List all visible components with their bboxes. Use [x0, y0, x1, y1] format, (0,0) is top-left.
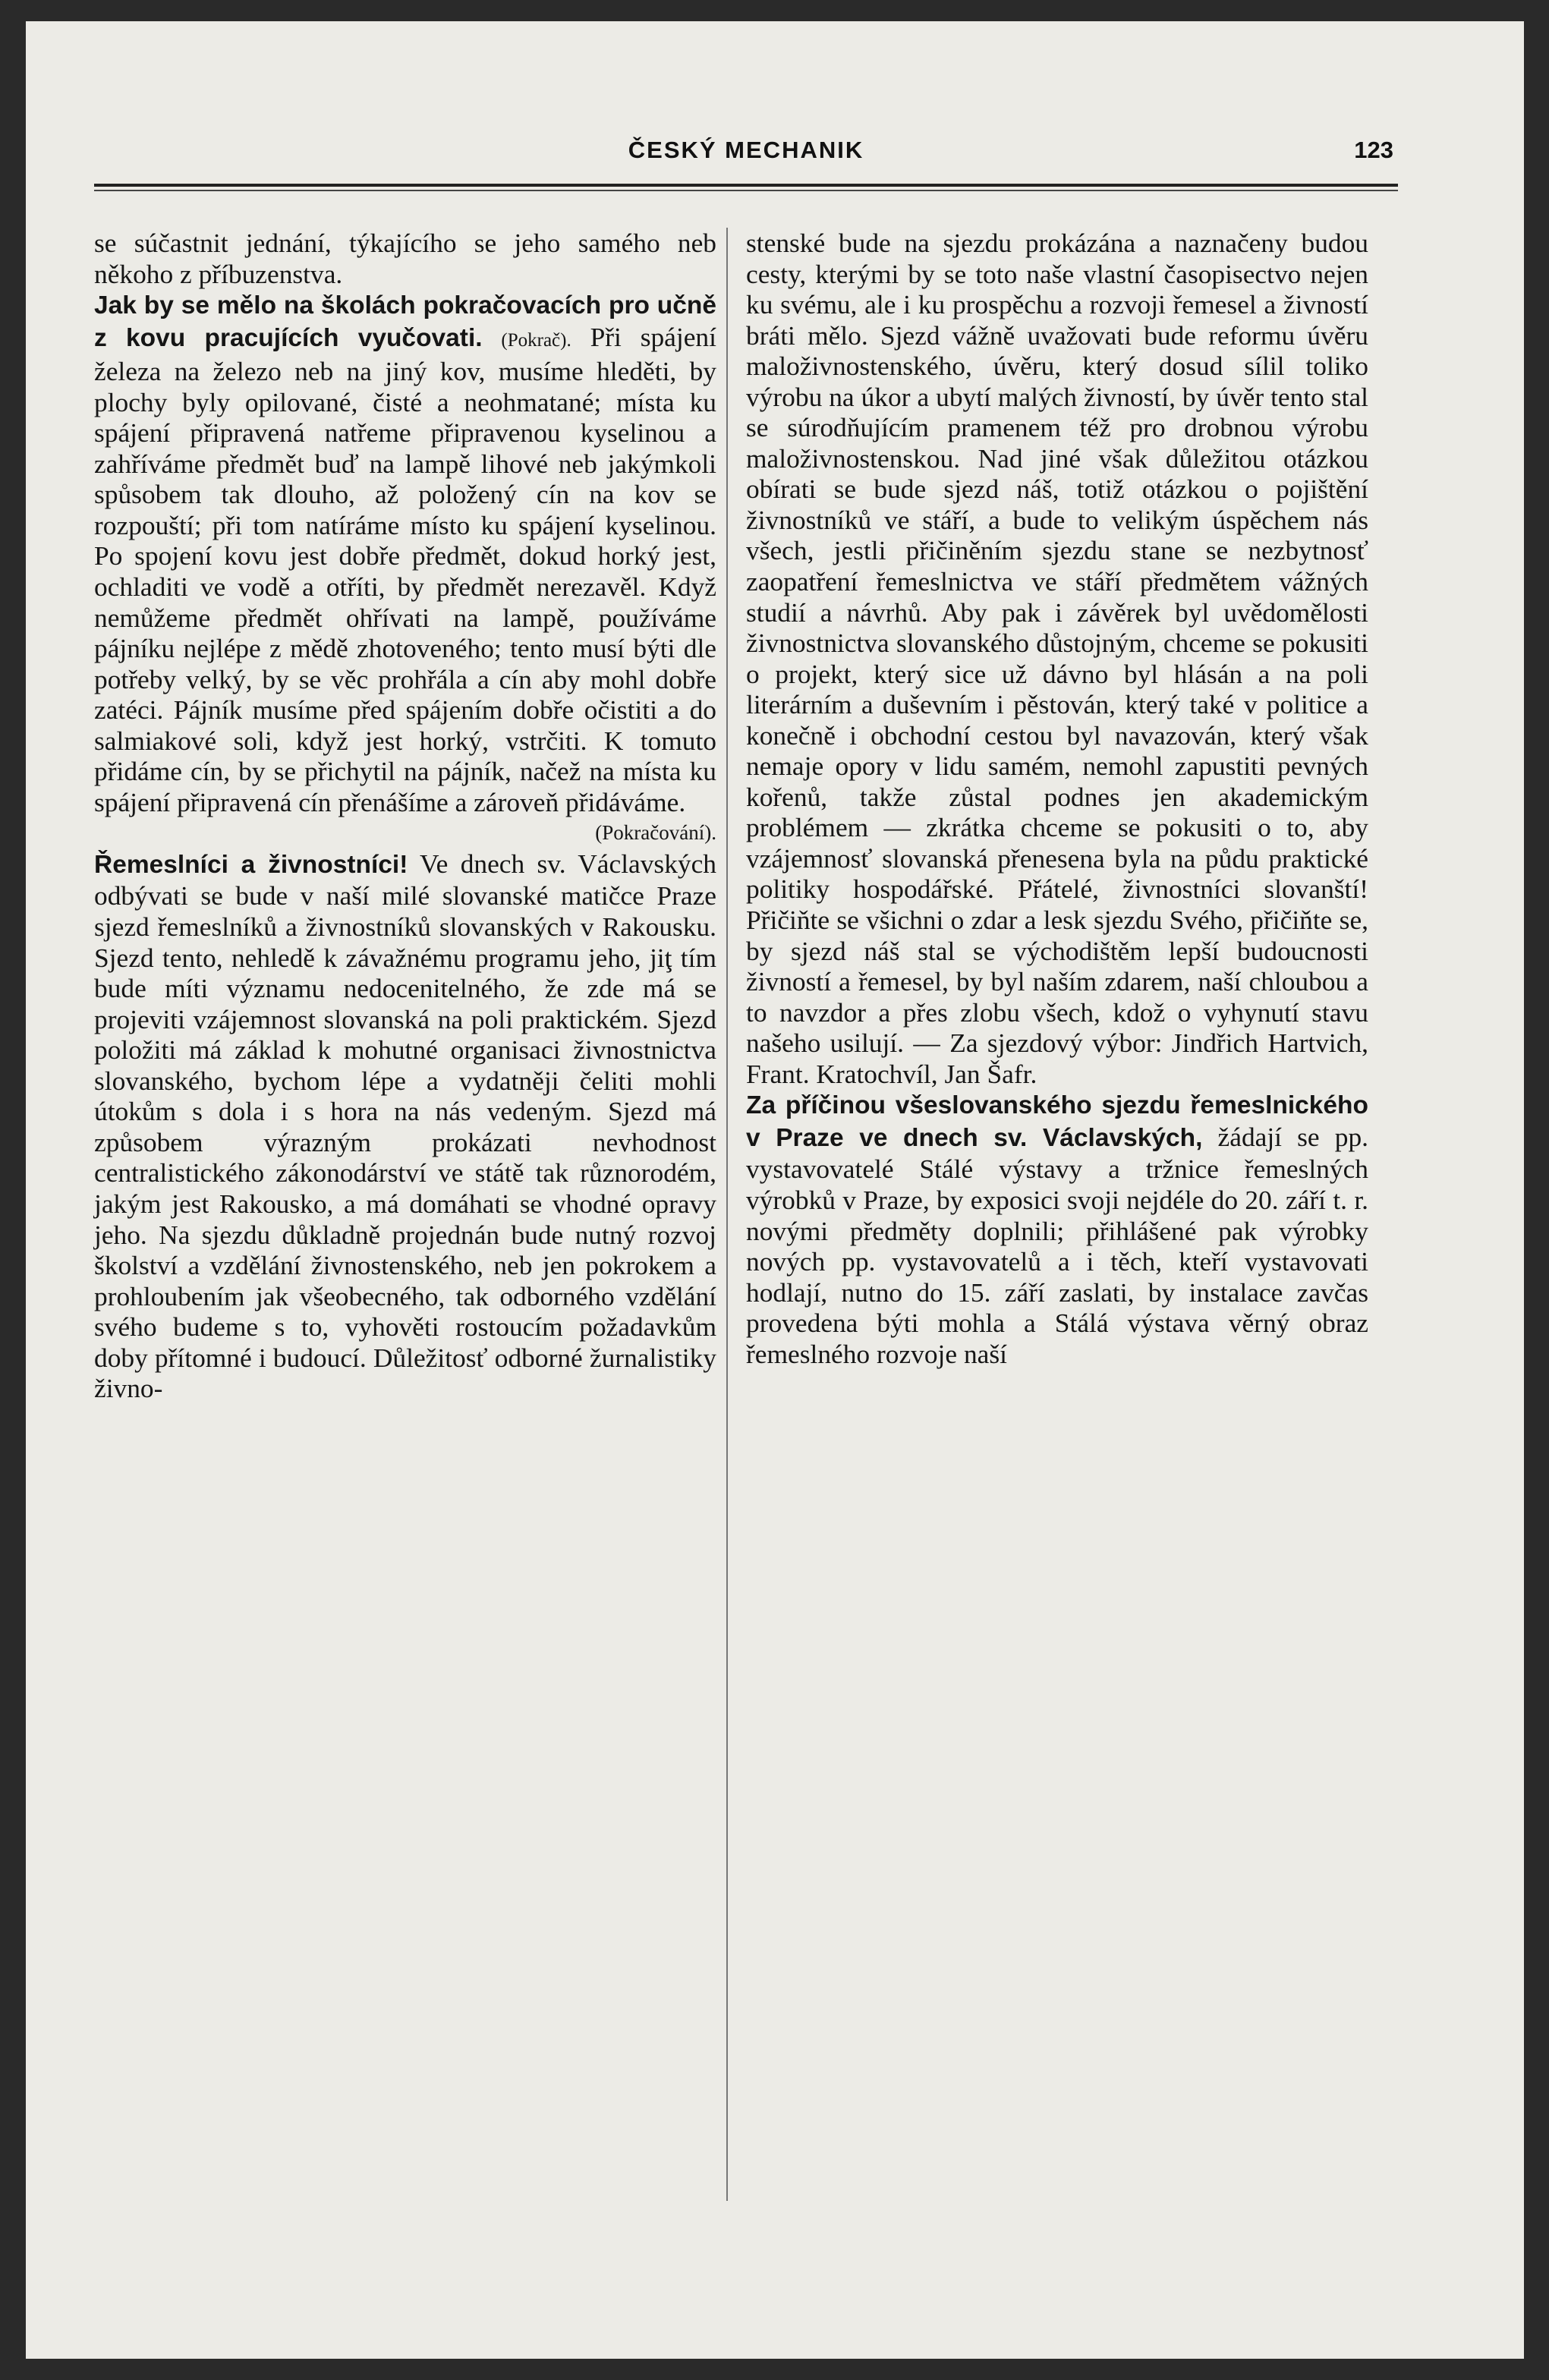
- header-rule-thin: [94, 190, 1398, 191]
- article-exhibition: [746, 1089, 1368, 1369]
- article-welding: [94, 289, 716, 848]
- intro-text: se súčastnit jednání, týkajícího se jeho samého neb někoho z příbuzenstva.: [94, 228, 716, 289]
- left-column: [94, 228, 716, 1404]
- article-welding-heading: Jak by se mělo na školách pokračovacích pro učně z kovu pracujících vyučovati.: [94, 291, 716, 352]
- article-craftsmen-continued-text: stenské bude na sjezdu prokázána a naznačeny budou cesty, kterými by se toto naše vlastní časopisectvo nejen ku svému, ale i ku prospěchu a rozvoji řemesel a živností bráti mělo. Sjezd vážně uvažovati bude reformu úvěru maloživnostenského, úvěru, který dosud sílil toliko výrobu na úkor a ubytí malých živností, by úvěr tento stal se súrodňujícím pramenem též pro drobnou výrobu maloživnostenskou. Nad jiné však důležitou otázkou obírati se bude sjezd náš, totiž otázkou o pojištění živnostníků ve stáří, a bude to velikým úspěchem nás všech, jestli přičiněním sjezdu stane se nezbytnosť zaopatření řemeslnictva ve stáří předmětem vážných studií a návrhů. Aby pak i závěrek byl uvědomělosti živnostnictva slovanského důstojným, chceme se pokusiti o projekt, který sice už dávno byl hlásán a na poli literárním a duševním i pěstován, který také v politice a konečně i obchodní cestou byl navazován, který však nemaje opory v lidu samém, nemohl zapustiti pevných kořenů, takže zůstal podnes jen akademickým problémem — zkrátka chceme se pokusiti o to, aby vzájemnosť slovanská přenesena byla na půdu praktické politiky hospodářské. Přátelé, živnostníci slovanští! Přičiňte se všichni o zdar a lesk sjezdu Svého, přičiňte se, by sjezd náš stal se východištěm lepší budoucnosti živností a řemesel, by byl naším zdarem, naší chloubou a to navzdor a přes zlobu všech, kdož o vyhynutí stavu našeho usilují. — Za sjezdový výbor: Jindřich Hartvich, Frant. Kratochvíl, Jan Šafr.: [746, 228, 1368, 1089]
- article-exhibition-text: žádají se pp. vystavovatelé Stálé výstavy a tržnice řemeslných výrobků v Praze, by exposici svoji nejdéle do 20. září t. r. novými předměty doplnili; přihlášené pak výrobky nových pp. vystavovatelů a i těch, kteří vystavovati hodlají, nutno do 15. září zaslati, by instalace zavčas provedena býti mohla a Stálá výstava věrný obraz řemeslného rozvoje naší: [746, 1121, 1368, 1369]
- left-intro-paragraph: [94, 228, 716, 289]
- article-welding-text: Při spájení železa na železo neb na jiný kov, musíme hleděti, by plochy byly opilované, čisté a neohmatané; místa ku spájení připravená natřeme připravenou kyselinou a zahříváme předmět buď na lampě lihové neb jakýmkoli spůsobem tak dlouho, až položený cín na kov se rozpouští; při tom natíráme místo ku spájení kyselinou. Po spojení kovu jest dobře předmět, dokud horký jest, ochladiti ve vodě a otříti, by předmět nerezavěl. Když nemůžeme předmět ohřívati na lampě, používáme pájníku nejlépe z mědě zhotoveného; tento musí býti dle potřeby velký, by se věc prohřála a cín aby mohl dobře zatéci. Pájník musíme před spájením dobře očistiti a do salmiakové soli, když jest horký, vstrčiti. K tomuto přidáme cín, by se přichytil na pájník, načež na místa ku spájení připravená cín přenášíme a zároveň přidáváme.: [94, 321, 716, 817]
- right-column: [746, 228, 1368, 1369]
- page-header: [94, 114, 1398, 167]
- running-title: ČESKÝ MECHANIK: [628, 137, 864, 163]
- article-welding-continuation: (Pokračování).: [595, 821, 716, 845]
- article-welding-tag: (Pokrač).: [501, 329, 571, 351]
- header-rule-thick: [94, 184, 1398, 187]
- article-craftsmen-heading: Řemeslníci a živnostníci!: [94, 850, 408, 879]
- page-number: 123: [1354, 137, 1393, 163]
- article-craftsmen-continued: [746, 228, 1368, 1089]
- article-craftsmen-text: Ve dnech sv. Václavských odbývati se bude v naší milé slovanské matičce Praze sjezd řemeslníků a živnostníků slovanských v Rakousku. Sjezd tento, nehledě k závažnému programu jeho, jiţ tím bude míti významu nedocenitelného, že zde má se projeviti vzájemnost slovanská na poli praktickém. Sjezd položiti má základ k mohutné organisaci živnostnictva slovanského, bychom lépe a vydatněji čeliti mohli útokům s dola i s hora na nás vedeným. Sjezd má způsobem výrazným prokázati nevhodnost centralistického zákonodárství ve státě tak různorodém, jakým jest Rakousko, a má domáhati se vhodné opravy jeho. Na sjezdu důkladně projednán bude nutný rozvoj školství a vzdělání živnostenského, neb jen pokrokem a prohloubením jak všeobecného, tak odborného vzdělání svého budeme s to, vyhověti rostoucím požadavkům doby přítomné i budoucí. Důležitosť odborné žurnalistiky živno-: [94, 848, 717, 1404]
- article-exhibition-heading: Za příčinou všeslovanského sjezdu řemeslnického v Praze ve dnech sv. Václavských,: [746, 1091, 1368, 1152]
- article-craftsmen: [94, 848, 716, 1404]
- column-divider: [726, 228, 728, 2201]
